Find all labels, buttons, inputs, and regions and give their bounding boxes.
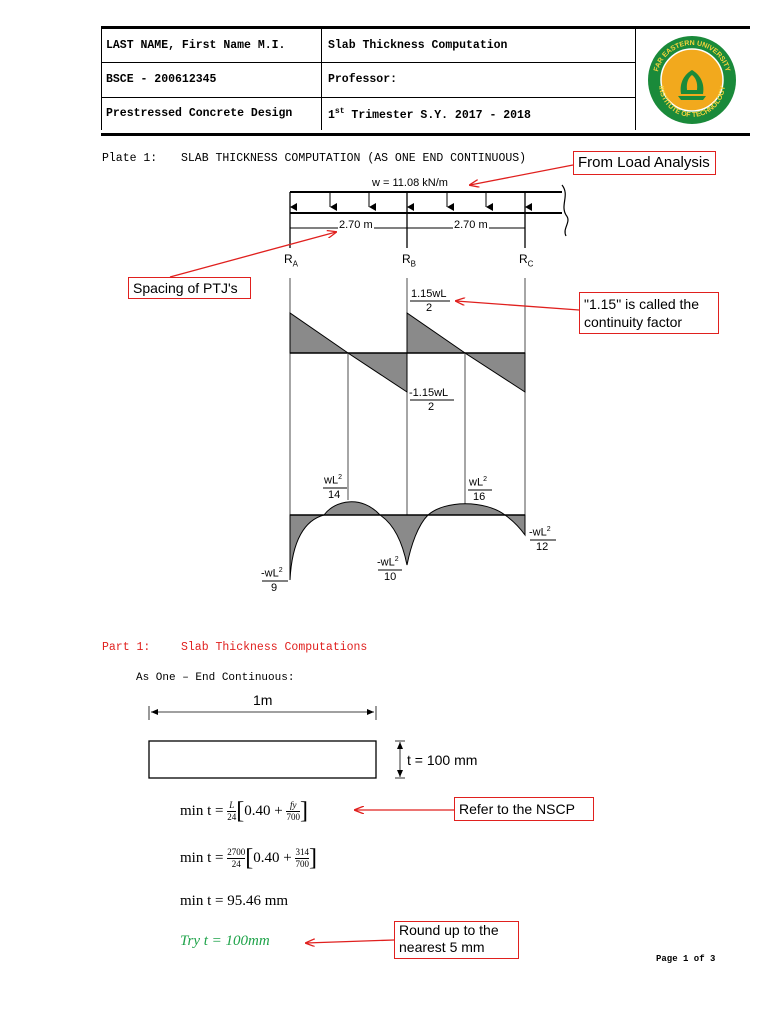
slab-section-sketch	[0, 690, 768, 790]
moment-label-wl2-10	[377, 556, 399, 569]
distributed-load	[290, 185, 568, 248]
shear-positive-denominator: 2	[426, 302, 433, 314]
shear-diagram	[290, 313, 525, 392]
continuity-arrow	[456, 301, 579, 310]
reaction-a-main: R	[284, 252, 293, 266]
eq1-fy-denominator: 700	[286, 812, 300, 822]
eq1-numerator: L	[229, 800, 235, 810]
moment-label-wl2-9	[261, 567, 283, 580]
moment-2-exponent: 2	[483, 476, 487, 483]
moment-5-exponent: 2	[278, 567, 283, 574]
document-title: Slab Thickness Computation	[328, 39, 508, 52]
eq1-denominator: 24	[227, 812, 237, 822]
eq2-denominator: 24	[231, 859, 241, 869]
equation-callout-arrows	[0, 790, 768, 970]
plate-label: Plate 1:	[102, 152, 158, 165]
shear-negative-numerator: -1.15wL	[409, 387, 449, 399]
eq2-fy-numerator: 314	[295, 847, 309, 857]
shear-positive-numerator: 1.15wL	[411, 288, 447, 300]
slab-rectangle	[149, 741, 376, 778]
moment-label-wl2-16	[469, 476, 487, 489]
part-label: Part 1:	[102, 641, 151, 654]
moment-5-denominator: 9	[271, 582, 278, 594]
load-analysis-arrow	[470, 165, 573, 185]
moment-3-numerator: -wL	[529, 526, 547, 539]
term-text: Trimester S.Y. 2017 - 2018	[344, 108, 531, 122]
callout-nscp: Refer to the NSCP	[454, 797, 594, 821]
moment-2-numerator: wL	[469, 476, 484, 489]
moment-3-exponent: 2	[546, 526, 551, 533]
student-name: LAST NAME, First Name M.I.	[106, 39, 286, 52]
eq1-fy-numerator: fy	[286, 800, 300, 812]
moment-5-numerator: -wL	[261, 567, 279, 580]
moment-1-denominator: 14	[328, 489, 341, 501]
round-up-arrow	[306, 940, 394, 943]
slab-width-label: 1m	[253, 692, 273, 708]
svg-text:FAR EASTERN UNIVERSITY: FAR EASTERN UNIVERSITY	[653, 39, 731, 73]
load-label: w = 11.08 kN/m	[372, 177, 448, 189]
equation-try-t: Try t = 100mm	[180, 933, 270, 949]
reaction-b-sub: B	[410, 259, 417, 269]
reaction-a-label	[284, 252, 298, 268]
term-number: 1	[328, 108, 335, 122]
moment-1-numerator: wL	[324, 474, 339, 487]
reaction-b-label	[402, 252, 416, 268]
callout-load-analysis: From Load Analysis	[573, 151, 716, 175]
eq1-term: 0.40 +	[244, 802, 287, 819]
part-subtitle: As One – End Continuous:	[136, 672, 295, 684]
shear-negative-denominator: 2	[428, 401, 435, 413]
part-title: Slab Thickness Computations	[181, 641, 368, 654]
course-name: Prestressed Concrete Design	[106, 107, 293, 120]
moment-4-exponent: 2	[394, 556, 399, 563]
svg-text:INSTITUTE OF TECHNOLOGY: INSTITUTE OF TECHNOLOGY	[657, 85, 727, 120]
span-label-1: 2.70 m	[339, 219, 373, 231]
eq2-term: 0.40 +	[253, 849, 296, 866]
equation-min-t-substituted: min t = $\frac{2700}{24}$ [0.40 + $\frac{314}{700}$ ]	[180, 845, 317, 871]
reaction-b-main: R	[402, 252, 411, 266]
reaction-a-sub: A	[292, 259, 299, 269]
eq2-lhs: min t =	[180, 849, 228, 866]
equation-min-t-formula: min t = $\frac{L}{24}$ [0.40 + $\frac{fy}{700}$ ]	[180, 798, 308, 824]
equation-min-t-result: min t = 95.46 mm	[180, 893, 289, 909]
spacing-arrow	[170, 232, 336, 277]
moment-label-wl2-12	[529, 526, 551, 539]
term-suffix: st	[334, 107, 345, 116]
eq1-lhs: min t =	[180, 802, 228, 819]
callout-spacing: Spacing of PTJ's	[128, 277, 251, 299]
moment-1-exponent: 2	[338, 474, 342, 481]
eq2-numerator: 2700	[227, 847, 246, 857]
moment-diagram	[290, 502, 525, 580]
page-number: Page 1 of 3	[656, 954, 716, 964]
reaction-c-sub: C	[527, 259, 534, 269]
plate-title: SLAB THICKNESS COMPUTATION (AS ONE END CONTINUOUS)	[181, 152, 527, 165]
callout-round-up: Round up to the nearest 5 mm	[394, 921, 519, 959]
slab-thickness-label: t = 100 mm	[407, 752, 478, 768]
moment-label-wl2-14	[324, 474, 342, 487]
professor-label: Professor:	[328, 73, 398, 86]
reaction-c-main: R	[519, 252, 528, 266]
moment-4-numerator: -wL	[377, 556, 395, 569]
moment-4-denominator: 10	[384, 571, 397, 583]
moment-3-denominator: 12	[536, 541, 549, 553]
moment-2-denominator: 16	[473, 491, 486, 503]
callout-continuity-factor: "1.15" is called the continuity factor	[579, 292, 719, 334]
student-id: BSCE - 200612345	[106, 73, 217, 86]
eq2-fy-denominator: 700	[295, 859, 309, 869]
reaction-c-label	[519, 252, 533, 268]
span-label-2: 2.70 m	[454, 219, 488, 231]
